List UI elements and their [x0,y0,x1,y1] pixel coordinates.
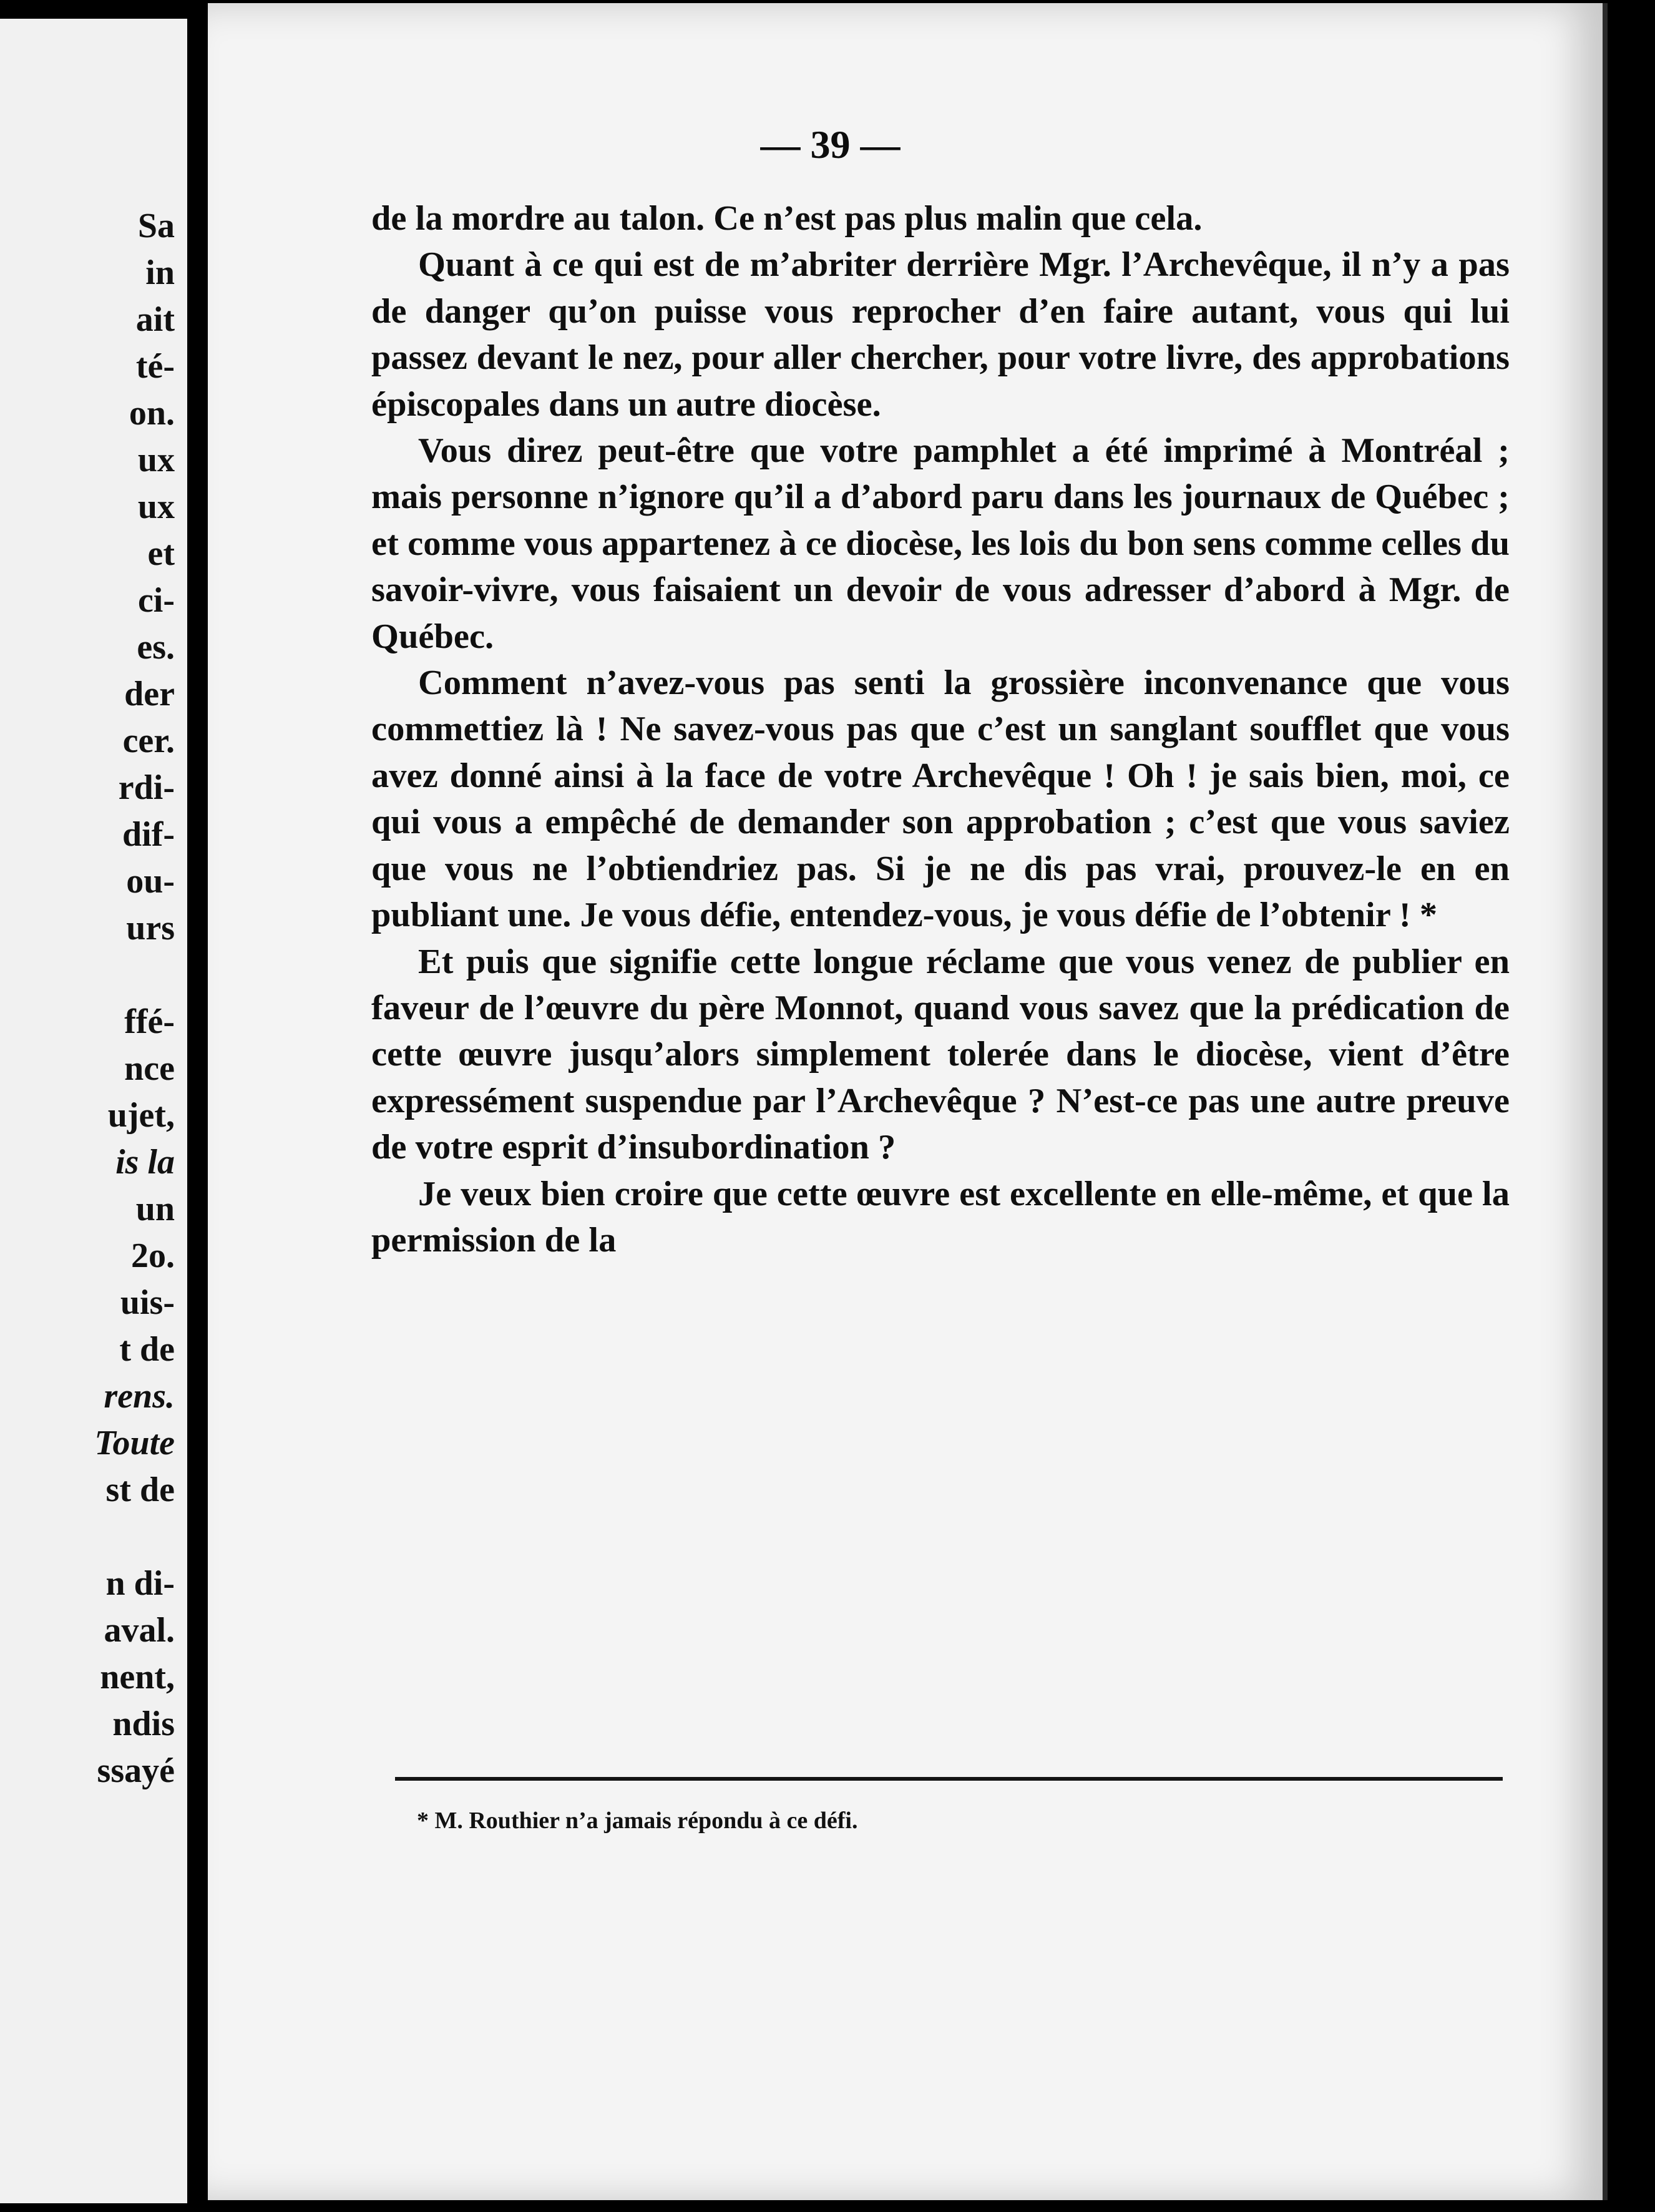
left-page-fragment: der [124,675,175,713]
left-page-fragment: in [145,253,175,292]
left-page-fragment: urs [126,909,175,947]
left-page-edge [0,19,187,2203]
left-page-fragment: nent, [100,1658,175,1696]
left-page-fragment: ffé- [124,1002,175,1041]
left-page-fragment: uis- [120,1283,175,1322]
left-page-fragment: Sa [137,207,175,245]
body-text [371,195,1510,1263]
left-page-fragment: ssayé [97,1751,175,1790]
paragraph: Vous direz peut-être que votre pamphlet a été imprimé à Montréal ; mais personne n’ignore qu’il a d’abord paru dans les journaux de Québec ; et comme vous appartenez à ce diocèse, les lois du bon sens comme celles du savoir-vivre, vous faisaient un devoir de vous adresser d’abord à Mgr. de Québec. [371,431,1510,656]
left-page-fragment: rens. [104,1377,175,1416]
paragraph: de la mordre au talon. Ce n’est pas plus malin que cela. [371,199,1203,238]
main-page [208,3,1608,2200]
left-page-fragment: ait [135,300,175,339]
paragraph: Je veux bien croire que cette œuvre est excellente en elle-même, et que la permission de la [371,1174,1510,1260]
left-page-fragment: on. [129,394,175,433]
left-page-fragment: un [135,1190,175,1228]
left-page-fragment: et [147,534,175,573]
left-page-fragment: dif- [122,815,175,854]
left-page-fragment: Toute [94,1424,175,1462]
left-page-fragment: es. [137,628,175,667]
paragraph: Et puis que signifie cette longue réclame que vous venez de publier en faveur de l’œuvre du père Monnot, quand vous savez que la prédication de cette œuvre jusqu’alors simplement tolerée dans le diocèse, vient d’être expressément suspendue par l’Archevêque ? N’est-ce pas une autre preuve de votre esprit d’insubordination ? [371,942,1510,1167]
left-page-fragment: rdi- [118,768,175,807]
left-page-fragment: té- [135,347,175,386]
left-page-fragment: st de [105,1471,175,1509]
left-page-fragment: nce [124,1049,175,1088]
footnote: * M. Routhier n’a jamais répondu à ce défi. [417,1808,858,1834]
paragraph: Comment n’avez-vous pas senti la grossière inconvenance que vous commettiez là ! Ne savez-vous pas que c’est un sanglant soufflet que vous avez donné ainsi à la face de votre Archevêque ! Oh ! je sais bien, moi, ce qui vous a empêché de demander son approbation ; c’est que vous saviez que vous ne l’obtiendriez pas. Si je ne dis pas vrai, prouvez-le en en publiant une. Je vous défie, entendez-vous, je vous défie de l’obtenir ! * [371,663,1510,935]
left-page-fragment: ux [137,441,175,479]
left-page-fragment: cer. [122,722,175,760]
left-page-fragment: is la [115,1143,175,1182]
left-page-fragment: ou- [126,862,175,901]
left-page-fragment: n di- [105,1564,175,1603]
left-page-fragment: aval. [104,1611,175,1650]
paragraph: Quant à ce qui est de m’abriter derrière Mgr. l’Archevêque, il n’y a pas de danger qu’on puisse vous reprocher d’en faire autant, vous qui lui passez devant le nez, pour aller chercher, pour votre livre, des approbations épiscopales dans un autre diocèse. [371,245,1510,424]
left-page-fragment: ci- [137,581,175,620]
left-page-fragment: ndis [112,1705,175,1743]
left-page-fragment: t de [119,1330,175,1369]
left-page-fragment: ux [137,487,175,526]
page-number: — 39 — [760,122,901,167]
footnote-rule [395,1777,1503,1781]
left-page-fragment: 2o. [131,1236,175,1275]
left-page-fragment: ujet, [107,1096,175,1135]
